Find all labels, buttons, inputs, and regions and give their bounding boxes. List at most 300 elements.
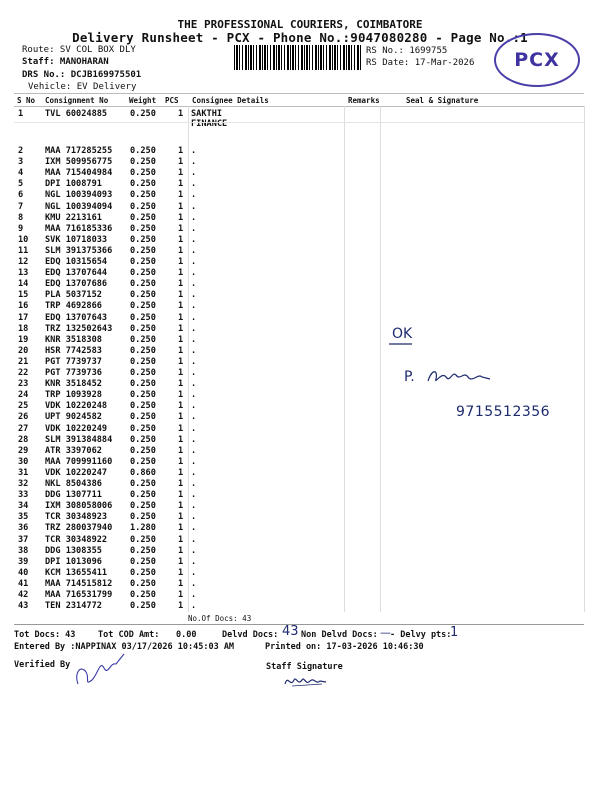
table-row	[14, 490, 254, 501]
pcx-stamp: PCX	[494, 33, 580, 87]
row-sno: 33	[18, 490, 29, 501]
col-seal-signature: Seal & Signature	[406, 96, 479, 105]
row-sno: 32	[18, 479, 29, 489]
row-consignment-no: TCR 30348923	[45, 512, 108, 523]
row-weight: 0.250	[130, 223, 156, 234]
row-consignment-no: NGL 100394093	[45, 190, 113, 201]
row-consignee: .	[191, 257, 197, 267]
row-weight: 0.250	[130, 423, 156, 434]
row-pcs: 1	[178, 312, 184, 323]
row-consignee: SAKTHI FINANCE	[191, 109, 228, 129]
table-row	[14, 179, 254, 190]
row-weight: 0.250	[130, 245, 156, 256]
row-consignee: .	[191, 323, 197, 334]
col-consignment: Consignment No	[45, 96, 109, 105]
row-weight: 0.250	[130, 146, 156, 156]
row-consignment-no: MAA 714515812	[45, 578, 113, 589]
row-consignee: .	[191, 578, 197, 589]
barcode-image	[234, 45, 362, 70]
row-pcs: 1	[178, 601, 184, 612]
row-pcs: 1	[178, 479, 184, 489]
row-sno: 31	[18, 467, 29, 478]
row-consignment-no: MAA 716531799	[45, 590, 113, 600]
row-consignment-no: KMU 2213161	[45, 212, 102, 223]
row-consignment-no: VDK 10220247	[45, 467, 108, 478]
row-pcs: 1	[178, 201, 184, 212]
row-consignee: .	[191, 534, 197, 545]
row-pcs: 1	[178, 467, 184, 478]
table-row	[14, 412, 254, 423]
table-row	[14, 601, 254, 612]
row-consignee: .	[191, 523, 197, 534]
row-sno: 8	[18, 212, 24, 223]
handwritten-phone: 9715512356	[456, 404, 551, 420]
col-sno: S No	[17, 96, 36, 105]
table-row	[14, 335, 254, 346]
row-sno: 36	[18, 523, 29, 534]
row-weight: 0.250	[130, 290, 156, 301]
row-weight: 0.250	[130, 356, 156, 367]
table-row	[14, 501, 254, 512]
table-row	[14, 357, 254, 368]
row-sno: 28	[18, 434, 29, 445]
delvy-pts-handwritten: 1	[450, 625, 459, 640]
row-consignee: .	[191, 223, 197, 234]
table-row	[14, 424, 254, 435]
row-weight: 0.250	[130, 601, 156, 612]
header-rule-top	[14, 93, 584, 94]
row-consignee: .	[191, 146, 197, 156]
row-pcs: 1	[178, 356, 184, 367]
table-row	[14, 324, 254, 335]
row-weight: 0.250	[130, 590, 156, 600]
row-pcs: 1	[178, 567, 184, 578]
row-pcs: 1	[178, 245, 184, 256]
row-weight: 0.250	[130, 179, 156, 190]
row-pcs: 1	[178, 223, 184, 234]
row-weight: 0.250	[130, 445, 156, 456]
printed-on: Printed on: 17-03-2026 10:46:30	[265, 642, 424, 652]
row-consignee: .	[191, 445, 197, 456]
row-consignee: .	[191, 456, 197, 467]
row-consignment-no: SLM 391375366	[45, 245, 113, 256]
table-row	[14, 257, 254, 268]
row-weight: 0.250	[130, 479, 156, 489]
vehicle-label: Vehicle: EV Delivery	[28, 82, 137, 92]
row-weight: 0.250	[130, 257, 156, 267]
delvy-pts-label: - Delvy pts:	[390, 630, 452, 640]
row-weight: 0.250	[130, 490, 156, 501]
row-consignment-no: DPI 1013096	[45, 556, 102, 567]
table-row	[14, 202, 254, 213]
company-title: THE PROFESSIONAL COURIERS, COIMBATORE	[177, 18, 423, 31]
row-consignee: .	[191, 268, 197, 279]
table-row	[14, 546, 254, 557]
handwritten-initial: P.	[404, 369, 415, 385]
row-sno: 13	[18, 268, 29, 279]
row-pcs: 1	[178, 334, 184, 345]
row-consignment-no: VDK 10220248	[45, 401, 108, 412]
row-weight: 0.250	[130, 212, 156, 223]
tot-docs: Tot Docs: 43	[14, 630, 76, 640]
col-consignee: Consignee Details	[192, 96, 269, 105]
row-consignee: .	[191, 368, 197, 378]
col-divider	[344, 106, 345, 612]
row-sno: 27	[18, 423, 29, 434]
col-divider	[584, 106, 585, 612]
row-pcs: 1	[178, 379, 184, 390]
row-sno: 7	[18, 201, 24, 212]
row-consignment-no: EDQ 13707643	[45, 312, 108, 323]
row-consignee: .	[191, 601, 197, 612]
row-sno: 5	[18, 179, 24, 190]
table-row	[14, 109, 254, 129]
row-consignment-no: TCR 30348922	[45, 534, 108, 545]
staff-signature	[282, 672, 330, 690]
row-sno: 23	[18, 379, 29, 390]
row-consignment-no: TVL 60024885	[45, 109, 108, 119]
col-divider	[380, 106, 381, 612]
row-weight: 0.250	[130, 234, 156, 245]
col-weight: Weight	[129, 96, 157, 105]
row-pcs: 1	[178, 578, 184, 589]
row-sno: 15	[18, 290, 29, 301]
row-consignment-no: KCM 13655411	[45, 567, 108, 578]
delvd-docs-handwritten: 43	[282, 624, 299, 639]
row-consignment-no: UPT 9024582	[45, 412, 102, 423]
row-weight: 0.250	[130, 201, 156, 212]
row-consignee: .	[191, 434, 197, 445]
handwritten-signature	[424, 365, 494, 389]
table-row	[14, 579, 254, 590]
row-weight: 0.250	[130, 268, 156, 279]
row-pcs: 1	[178, 501, 184, 512]
row-weight: 0.250	[130, 412, 156, 423]
row-consignee: .	[191, 467, 197, 478]
row-consignment-no: IXM 308058006	[45, 501, 113, 512]
row-consignee: .	[191, 334, 197, 345]
row-consignment-no: PLA 5037152	[45, 290, 102, 301]
row-consignee: .	[191, 290, 197, 301]
row-pcs: 1	[178, 556, 184, 567]
table-row	[14, 535, 254, 546]
row-consignee: .	[191, 212, 197, 223]
row-consignee: .	[191, 379, 197, 390]
row-consignment-no: PGT 7739736	[45, 368, 102, 378]
row-pcs: 1	[178, 268, 184, 279]
row-consignment-no: IXM 509956775	[45, 157, 113, 168]
row-consignment-no: DDG 1307711	[45, 490, 102, 501]
row-sno: 34	[18, 501, 29, 512]
row-pcs: 1	[178, 445, 184, 456]
row-consignee: .	[191, 312, 197, 323]
row-consignee: .	[191, 234, 197, 245]
row-weight: 0.250	[130, 301, 156, 312]
row-weight: 0.250	[130, 401, 156, 412]
row-pcs: 1	[178, 290, 184, 301]
table-row	[14, 479, 254, 490]
row-pcs: 1	[178, 490, 184, 501]
row-consignee: .	[191, 556, 197, 567]
row-sno: 30	[18, 456, 29, 467]
tot-cod-value: 0.00	[176, 630, 197, 640]
row-pcs: 1	[178, 146, 184, 156]
row-sno: 10	[18, 234, 29, 245]
row-pcs: 1	[178, 109, 184, 119]
row-consignment-no: MAA 716185336	[45, 223, 113, 234]
row-weight: 0.250	[130, 379, 156, 390]
row-weight: 0.250	[130, 534, 156, 545]
row-pcs: 1	[178, 345, 184, 356]
table-row	[14, 157, 254, 168]
runsheet-title: Delivery Runsheet - PCX - Phone No.:9047080280 - Page No.:1	[72, 30, 528, 45]
row-sno: 38	[18, 545, 29, 556]
row-weight: 0.250	[130, 368, 156, 378]
row-weight: 0.250	[130, 345, 156, 356]
row-consignment-no: EDQ 13707644	[45, 268, 108, 279]
table-row	[14, 457, 254, 468]
row-consignment-no: EDQ 13707686	[45, 279, 108, 290]
table-row	[14, 268, 254, 279]
row-sno: 12	[18, 257, 29, 267]
row-pcs: 1	[178, 257, 184, 267]
no-of-docs: No.Of Docs: 43	[188, 614, 252, 623]
row-weight: 0.250	[130, 190, 156, 201]
row-consignee: .	[191, 168, 197, 179]
row-consignee: .	[191, 490, 197, 501]
verified-by-label: Verified By	[14, 660, 71, 670]
row-weight: 0.250	[130, 501, 156, 512]
row-weight: 0.860	[130, 467, 156, 478]
row-consignee: .	[191, 245, 197, 256]
row-pcs: 1	[178, 423, 184, 434]
table-row	[14, 401, 254, 412]
table-row	[14, 512, 254, 523]
row-pcs: 1	[178, 545, 184, 556]
row-weight: 0.250	[130, 312, 156, 323]
row-divider	[14, 122, 584, 123]
row-consignment-no: TRZ 280037940	[45, 523, 113, 534]
row-sno: 3	[18, 157, 24, 168]
row-consignee: .	[191, 356, 197, 367]
row-sno: 18	[18, 323, 29, 334]
staff-signature-label: Staff Signature	[266, 662, 343, 672]
row-pcs: 1	[178, 301, 184, 312]
row-consignment-no: PGT 7739737	[45, 356, 102, 367]
row-consignee: .	[191, 390, 197, 401]
row-weight: 0.250	[130, 323, 156, 334]
row-sno: 4	[18, 168, 24, 179]
row-weight: 0.250	[130, 109, 156, 119]
row-pcs: 1	[178, 279, 184, 290]
row-pcs: 1	[178, 434, 184, 445]
rs-number: RS No.: 1699755	[366, 46, 448, 56]
table-row	[14, 301, 254, 312]
row-consignee: .	[191, 412, 197, 423]
row-sno: 19	[18, 334, 29, 345]
row-sno: 14	[18, 279, 29, 290]
row-sno: 39	[18, 556, 29, 567]
table-row	[14, 279, 254, 290]
row-pcs: 1	[178, 212, 184, 223]
row-weight: 0.250	[130, 168, 156, 179]
ok-underline	[388, 342, 414, 346]
row-pcs: 1	[178, 157, 184, 168]
row-sno: 6	[18, 190, 24, 201]
row-consignee: .	[191, 301, 197, 312]
row-sno: 43	[18, 601, 29, 612]
row-weight: 0.250	[130, 279, 156, 290]
row-sno: 41	[18, 578, 29, 589]
table-row	[14, 379, 254, 390]
row-consignment-no: ATR 3397062	[45, 445, 102, 456]
row-weight: 0.250	[130, 334, 156, 345]
col-pcs: PCS	[165, 96, 179, 105]
table-row	[14, 568, 254, 579]
row-pcs: 1	[178, 179, 184, 190]
route-label: Route: SV COL BOX DLY	[22, 45, 136, 55]
row-consignment-no: MAA 709991160	[45, 456, 113, 467]
row-pcs: 1	[178, 234, 184, 245]
row-sno: 42	[18, 590, 29, 600]
row-sno: 1	[18, 109, 24, 119]
non-delvd-handwritten: —	[380, 626, 391, 639]
table-row	[14, 346, 254, 357]
drs-number: DRS No.: DCJB169975501	[22, 70, 142, 80]
row-pcs: 1	[178, 168, 184, 179]
row-consignment-no: DDG 1308355	[45, 545, 102, 556]
row-pcs: 1	[178, 401, 184, 412]
row-consignment-no: NKL 8504386	[45, 479, 102, 489]
staff-label: Staff: MANOHARAN	[22, 57, 109, 67]
row-consignee: .	[191, 423, 197, 434]
row-consignee: .	[191, 279, 197, 290]
row-consignee: .	[191, 190, 197, 201]
row-sno: 29	[18, 445, 29, 456]
row-weight: 0.250	[130, 390, 156, 401]
verifier-signature	[70, 650, 130, 690]
row-consignment-no: TRZ 132502643	[45, 323, 113, 334]
row-consignee: .	[191, 501, 197, 512]
table-row	[14, 246, 254, 257]
row-weight: 0.250	[130, 556, 156, 567]
table-row	[14, 224, 254, 235]
table-row	[14, 313, 254, 324]
row-consignment-no: HSR 7742583	[45, 345, 102, 356]
table-row	[14, 468, 254, 479]
row-consignee: .	[191, 545, 197, 556]
table-row	[14, 235, 254, 246]
table-row	[14, 146, 254, 157]
row-sno: 17	[18, 312, 29, 323]
row-sno: 22	[18, 368, 29, 378]
rs-date: RS Date: 17-Mar-2026	[366, 58, 475, 68]
row-consignment-no: TEN 2314772	[45, 601, 102, 612]
row-weight: 0.250	[130, 545, 156, 556]
row-consignee: .	[191, 512, 197, 523]
row-weight: 0.250	[130, 456, 156, 467]
row-weight: 0.250	[130, 434, 156, 445]
table-row	[14, 523, 254, 534]
row-consignment-no: MAA 717285255	[45, 146, 113, 156]
row-pcs: 1	[178, 412, 184, 423]
row-consignment-no: DPI 1008791	[45, 179, 102, 190]
row-consignment-no: NGL 100394094	[45, 201, 113, 212]
table-row	[14, 213, 254, 224]
table-row	[14, 435, 254, 446]
table-row	[14, 557, 254, 568]
row-weight: 0.250	[130, 157, 156, 168]
row-pcs: 1	[178, 512, 184, 523]
row-pcs: 1	[178, 368, 184, 378]
row-pcs: 1	[178, 523, 184, 534]
non-delvd-label: Non Delvd Docs:	[301, 630, 378, 640]
row-sno: 37	[18, 534, 29, 545]
row-sno: 40	[18, 567, 29, 578]
row-consignment-no: TRP 4692866	[45, 301, 102, 312]
col-remarks: Remarks	[348, 96, 380, 105]
row-pcs: 1	[178, 456, 184, 467]
row-sno: 26	[18, 412, 29, 423]
row-consignee: .	[191, 479, 197, 489]
row-weight: 0.250	[130, 578, 156, 589]
row-weight: 0.250	[130, 567, 156, 578]
row-pcs: 1	[178, 534, 184, 545]
row-consignment-no: KNR 3518308	[45, 334, 102, 345]
delvd-docs-label: Delvd Docs:	[222, 630, 279, 640]
handwritten-ok: OK	[392, 326, 413, 342]
row-consignee: .	[191, 157, 197, 168]
row-consignee: .	[191, 345, 197, 356]
row-consignment-no: EDQ 10315654	[45, 257, 108, 267]
table-row	[14, 390, 254, 401]
row-consignment-no: SLM 391384884	[45, 434, 113, 445]
row-weight: 0.250	[130, 512, 156, 523]
row-consignee: .	[191, 179, 197, 190]
entered-by: Entered By :NAPPINAX 03/17/2026 10:45:03 AM	[14, 642, 235, 652]
row-pcs: 1	[178, 190, 184, 201]
header-rule-bottom	[14, 106, 584, 107]
row-sno: 25	[18, 401, 29, 412]
row-consignment-no: SVK 10718033	[45, 234, 108, 245]
table-row	[14, 446, 254, 457]
table-row	[14, 168, 254, 179]
tot-cod-label: Tot COD Amt:	[98, 630, 160, 640]
row-consignment-no: TRP 1093928	[45, 390, 102, 401]
table-row	[14, 590, 254, 601]
row-sno: 11	[18, 245, 29, 256]
row-consignee: .	[191, 201, 197, 212]
row-sno: 9	[18, 223, 24, 234]
row-consignee: .	[191, 590, 197, 600]
row-consignment-no: VDK 10220249	[45, 423, 108, 434]
table-row	[14, 290, 254, 301]
row-consignment-no: KNR 3518452	[45, 379, 102, 390]
table-row	[14, 368, 254, 379]
table-row	[14, 190, 254, 201]
row-sno: 20	[18, 345, 29, 356]
row-sno: 21	[18, 356, 29, 367]
row-consignee: .	[191, 401, 197, 412]
row-pcs: 1	[178, 590, 184, 600]
row-sno: 16	[18, 301, 29, 312]
row-consignment-no: MAA 715404984	[45, 168, 113, 179]
row-sno: 24	[18, 390, 29, 401]
row-sno: 2	[18, 146, 24, 156]
row-consignee: .	[191, 567, 197, 578]
row-pcs: 1	[178, 323, 184, 334]
row-sno: 35	[18, 512, 29, 523]
